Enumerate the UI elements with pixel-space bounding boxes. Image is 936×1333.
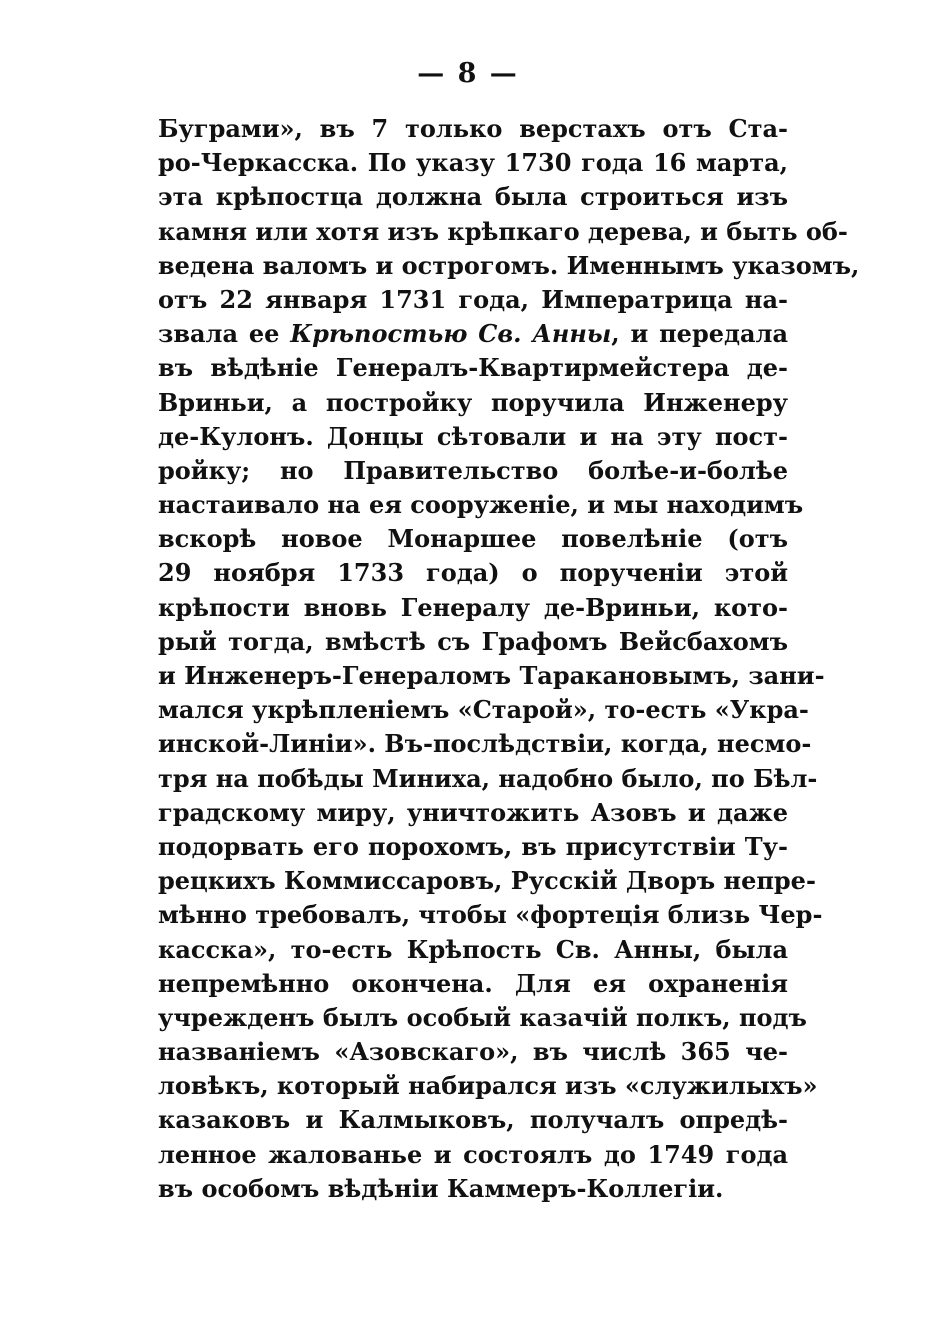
text-line: де-Кулонъ. Донцы сѣтовали и на эту пост- bbox=[158, 421, 788, 451]
text-line: градскому миру, уничтожить Азовъ и даже bbox=[158, 797, 788, 827]
text-line: отъ 22 января 1731 года, Императрица на- bbox=[158, 284, 788, 314]
text-line: учрежденъ былъ особый казачій полкъ, подъ bbox=[158, 1002, 807, 1032]
text-line: мался укрѣпленіемъ «Старой», то-есть «Укра- bbox=[158, 695, 809, 725]
text-line: Вриньи, а постройку поручила Инженеру bbox=[158, 387, 788, 417]
text-line: ведена валомъ и острогомъ. Именнымъ указомъ, bbox=[158, 250, 860, 280]
text-line: касска», то-есть Крѣпость Св. Анны, была bbox=[158, 934, 788, 964]
text-line: рый тогда, вмѣстѣ съ Графомъ Вейсбахомъ bbox=[158, 626, 788, 656]
text-line: камня или хотя изъ крѣпкаго дерева, и быть об- bbox=[158, 216, 848, 246]
text-line: тря на побѣды Миниха, надобно было, по Бѣл- bbox=[158, 763, 818, 793]
text-line: подорвать его порохомъ, въ присутствіи Ту- bbox=[158, 831, 788, 861]
text-line: въ вѣдѣніе Генералъ-Квартирмейстера де- bbox=[158, 353, 788, 383]
text-line: ро-Черкасска. По указу 1730 года 16 марта, bbox=[158, 148, 788, 178]
page-number: — 8 — bbox=[417, 58, 519, 89]
text-line: Буграми», въ 7 только верстахъ отъ Ста- bbox=[158, 114, 788, 143]
text-line: рецкихъ Коммиссаровъ, Русскій Дворъ непре- bbox=[158, 866, 816, 896]
text-line: мѣнно требовалъ, чтобы «фортеція близь Чер- bbox=[158, 900, 823, 930]
text-line: настаивало на ея сооруженіе, и мы находимъ bbox=[158, 490, 804, 520]
body-text bbox=[158, 112, 860, 1206]
text-line: инской-Линіи». Въ-послѣдствіи, когда, несмо- bbox=[158, 729, 812, 759]
text-line: казаковъ и Калмыковъ, получалъ опредѣ- bbox=[158, 1105, 788, 1135]
text-line: 29 ноября 1733 года) о порученіи этой bbox=[158, 558, 788, 588]
text-line: названіемъ «Азовскаго», въ числѣ 365 че- bbox=[158, 1037, 788, 1067]
text-line: въ особомъ вѣдѣніи Каммеръ-Коллегіи. bbox=[158, 1173, 724, 1203]
text-line: вскорѣ новое Монаршее повелѣніе (отъ bbox=[158, 524, 788, 554]
text-line: крѣпости вновь Генералу де-Вриньи, кото- bbox=[158, 592, 788, 622]
text-line: ловѣкъ, который набирался изъ «служилыхъ» bbox=[158, 1071, 818, 1101]
text-line: и Инженеръ-Генераломъ Таракановымъ, зани- bbox=[158, 661, 825, 690]
italic-text: Крѣпостью Св. Анны bbox=[290, 319, 612, 349]
text-line: ленное жалованье и состоялъ до 1749 года bbox=[158, 1139, 788, 1169]
text-line: ройку; но Правительство болѣе-и-болѣе bbox=[158, 455, 788, 485]
text-line: эта крѣпостца должна была строиться изъ bbox=[158, 182, 788, 212]
text-line: непремѣнно окончена. Для ея охраненія bbox=[158, 968, 788, 998]
text-line: звала ее Крѣпостью Св. Анны, и передала bbox=[158, 319, 789, 349]
